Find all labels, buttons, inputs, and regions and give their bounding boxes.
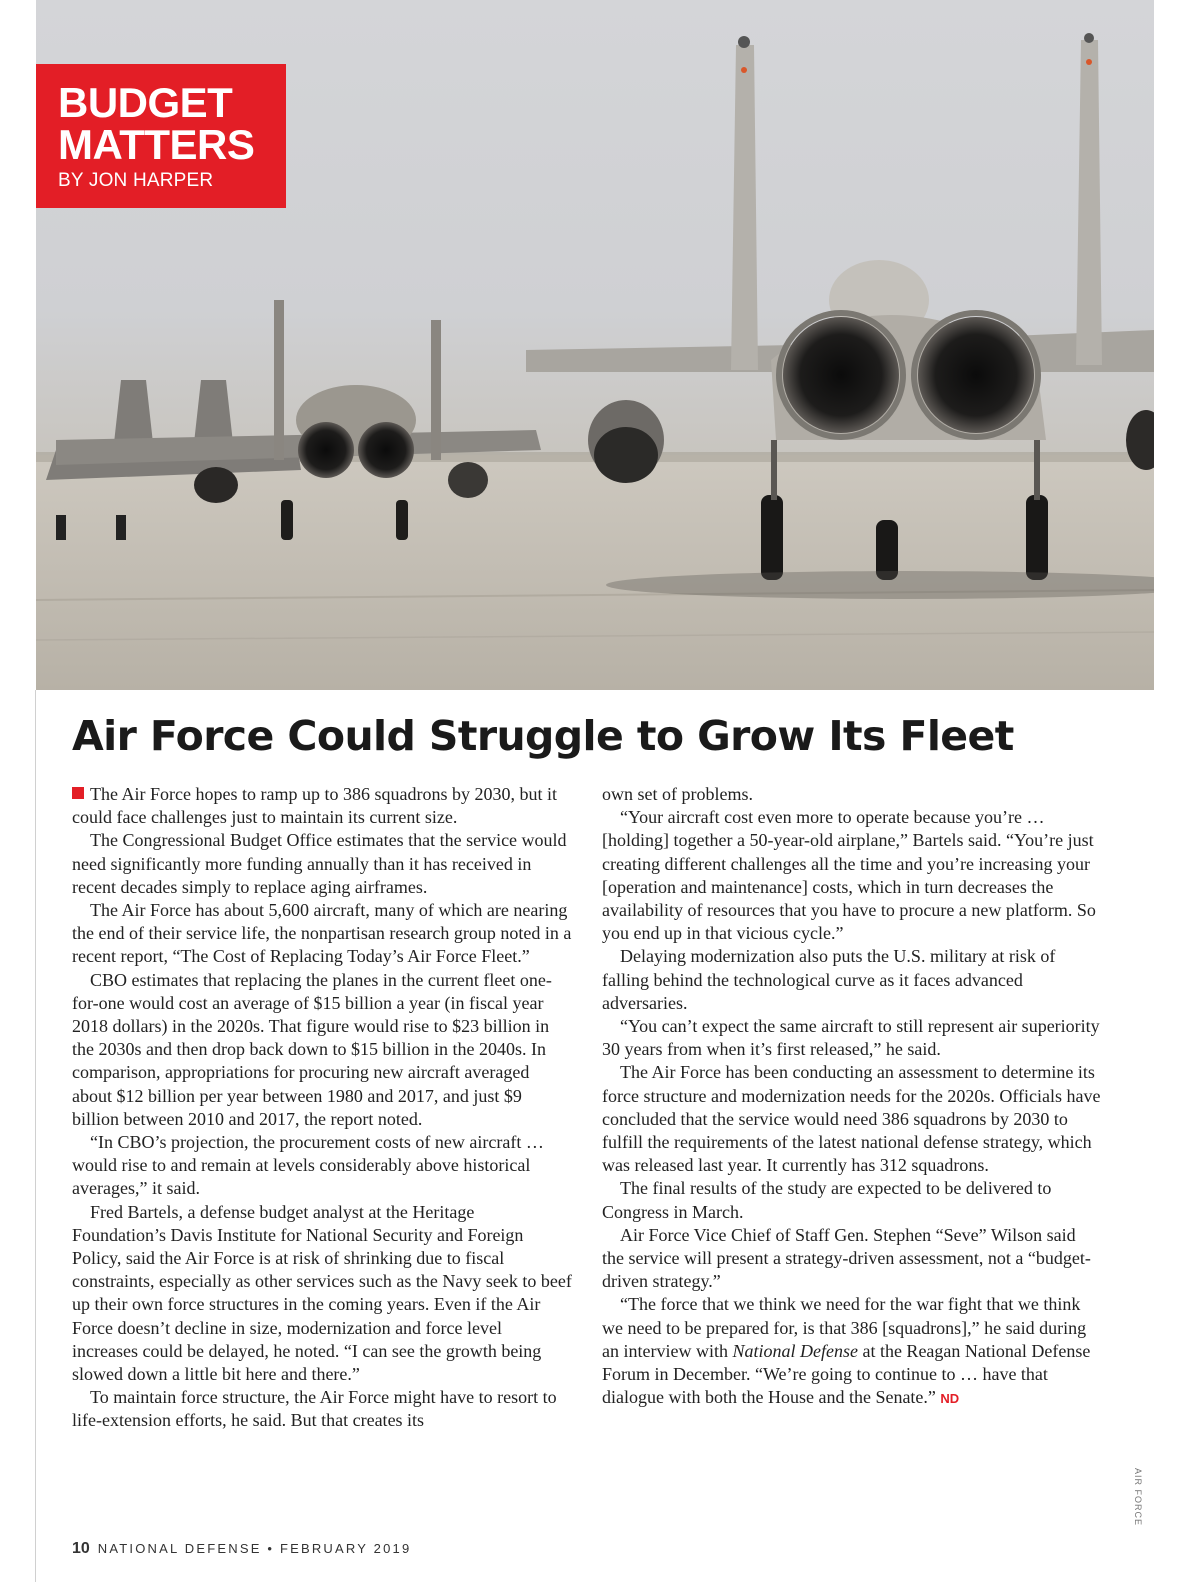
page-footer: [72, 1540, 411, 1558]
photo-credit: AIR FORCE: [1133, 1468, 1143, 1527]
red-square-icon: [72, 787, 84, 799]
paragraph: To maintain force structure, the Air Force might have to resort to life-extension efforts, he said. But that creates its: [72, 1387, 557, 1431]
page-number: 10: [72, 1540, 90, 1557]
paragraph: CBO estimates that replacing the planes in the current fleet one-for-one would cost an average of $15 billion a year (in fiscal year 2018 dollars) in the 2020s. That figure would rise to $23 billion in the 2030s and then drop back down to $15 billion in the 2040s. In comparison, appropriations for procuring new aircraft averaged about $12 billion per year between 1980 and 2017, and just $9 billion between 2010 and 2017, the report noted.: [72, 969, 552, 1129]
paragraph-text: The Air Force hopes to ramp up to 386 squadrons by 2030, but it could face challenges just to maintain its current size.: [72, 784, 557, 828]
article-headline: Air Force Could Struggle to Grow Its Fleet: [72, 712, 1014, 760]
paragraph: The Congressional Budget Office estimates that the service would need significantly more funding annually than it has received in recent decades simply to replace aging airframes.: [72, 830, 567, 897]
department-title: BUDGET MATTERS: [58, 79, 255, 168]
paragraph: Delaying modernization also puts the U.S. military at risk of falling behind the technological curve as it faces advanced adversaries.: [602, 946, 1056, 1013]
paragraph-final: [602, 1293, 1102, 1410]
end-mark: ND: [940, 1391, 960, 1407]
left-column: [72, 783, 572, 1433]
paragraph: The Air Force has been conducting an assessment to determine its force structure and modernization needs for the 2020s. Officials have concluded that the service would need 386 squadrons by 2030 to fulfill the requirements of the latest national defense strategy, which was released last year. It currently has 312 squadrons.: [602, 1062, 1101, 1176]
byline: BY JON HARPER: [58, 170, 214, 191]
paragraph: own set of problems.: [602, 784, 753, 804]
paragraph-text: at the Reagan National Defense Forum in December. “We’re going to continue to … have that dialogue with both the House and the Senate.”: [602, 1340, 1091, 1408]
paragraph: “Your aircraft cost even more to operate because you’re … [holding] together a 50-year-old airplane,” Bartels said. “You’re just creating different challenges all the time and you’re increasing your [operation and maintenance] costs, which in turn decreases the availability of resources that you have to procure a new platform. So you end up in that vicious cycle.”: [602, 807, 1096, 944]
footer-text: NATIONAL DEFENSE • FEBRUARY 2019: [97, 1541, 412, 1556]
paragraph-text: “The force that we think we need for the war fight that we think we need to be prepared for, is that 386 [squadrons],” he said during an interview with: [602, 1294, 1087, 1361]
page-left-rule: [35, 690, 36, 1582]
paragraph-lead: [72, 783, 572, 829]
paragraph: “In CBO’s projection, the procurement costs of new aircraft … would rise to and remain at levels considerably above historical averages,” it said.: [72, 1132, 544, 1199]
paragraph: “You can’t expect the same aircraft to still represent air superiority 30 years from when it’s first released,” he said.: [602, 1016, 1100, 1060]
paragraph: The Air Force has about 5,600 aircraft, many of which are nearing the end of their service life, the nonpartisan research group noted in a recent report, “The Cost of Replacing Today’s Air Force Fleet.”: [72, 900, 572, 967]
department-banner: [36, 64, 286, 208]
paragraph: The final results of the study are expected to be delivered to Congress in March.: [602, 1178, 1052, 1222]
right-column: [602, 783, 1102, 1410]
publication-name: National Defense: [732, 1340, 858, 1361]
paragraph: Air Force Vice Chief of Staff Gen. Stephen “Seve” Wilson said the service will present a strategy-driven assessment, not a “budget-driven strategy.”: [602, 1224, 1091, 1292]
paragraph: Fred Bartels, a defense budget analyst at the Heritage Foundation’s Davis Institute for National Security and Foreign Policy, said the Air Force is at risk of shrinking due to fiscal constraints, especially as other services such as the Navy seek to beef up their own force structures in the coming years. Even if the Air Force doesn’t decline in size, modernization and force level increases could be delayed, he noted. “I can see the growth being slowed down a little bit here and there.”: [72, 1201, 572, 1385]
